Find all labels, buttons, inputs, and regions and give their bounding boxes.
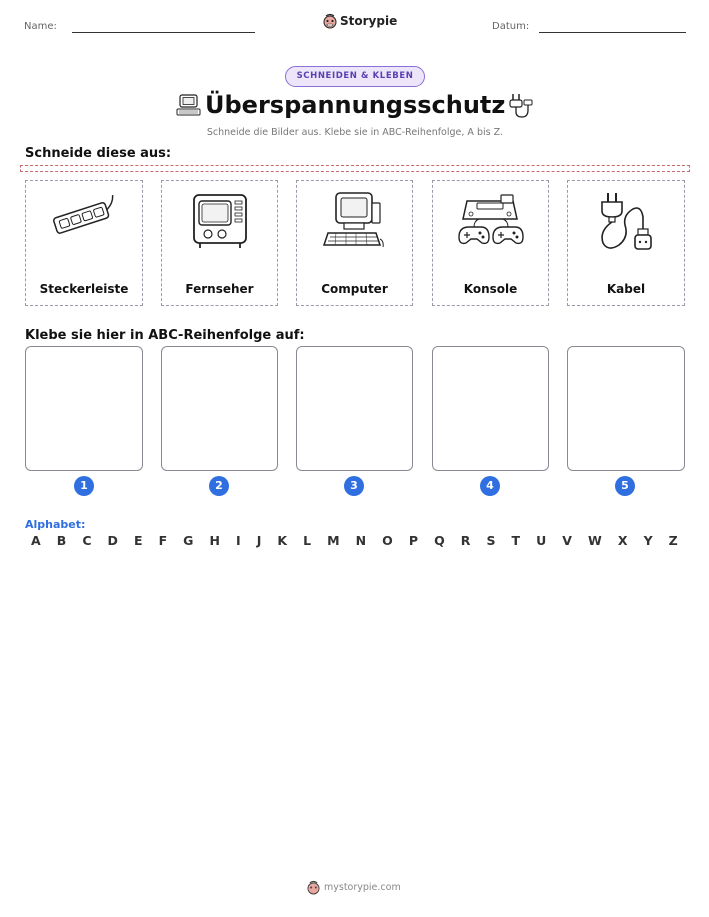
paste-slot-4[interactable] (432, 346, 549, 471)
alphabet-letter: S (486, 533, 496, 548)
alphabet-letter: I (236, 533, 241, 548)
alphabet-letter: A (31, 533, 41, 548)
alphabet-letter: U (536, 533, 547, 548)
alphabet-letter: Q (434, 533, 445, 548)
cut-label: Steckerleiste (39, 282, 129, 296)
paste-section-heading: Klebe sie hier in ABC-Reihenfolge auf: (25, 328, 305, 343)
name-label: Name: (24, 21, 57, 32)
logo-text: Storypie (340, 14, 398, 28)
alphabet-letter: N (355, 533, 367, 548)
cut-section-heading: Schneide diese aus: (25, 146, 172, 161)
activity-badge: SCHNEIDEN & KLEBEN (285, 66, 425, 87)
slot-number-2: 2 (209, 476, 229, 496)
cut-card-steckerleiste[interactable] (25, 180, 143, 306)
alphabet-letter: R (460, 533, 471, 548)
paste-slot-1[interactable] (25, 346, 143, 471)
paste-slot-5[interactable] (567, 346, 685, 471)
alphabet-letter: H (209, 533, 220, 548)
cut-line (20, 165, 690, 172)
power-strip-icon (44, 189, 124, 245)
alphabet-letter: C (82, 533, 92, 548)
paste-slot-3[interactable] (296, 346, 413, 471)
alphabet-letter: Y (643, 533, 653, 548)
alphabet-letter: B (56, 533, 67, 548)
alphabet-letter: O (382, 533, 393, 548)
cut-label: Kabel (606, 282, 646, 296)
slot-number-1: 1 (74, 476, 94, 496)
cut-card-fernseher[interactable] (161, 180, 278, 306)
storypie-mascot-icon (323, 13, 337, 29)
alphabet-letter: D (107, 533, 118, 548)
alphabet-letter: Z (668, 533, 678, 548)
television-icon (188, 189, 252, 253)
slot-number-4: 4 (480, 476, 500, 496)
alphabet-letter: L (303, 533, 312, 548)
instructions: Schneide die Bilder aus. Klebe sie in ABC-Reihenfolge, A bis Z. (206, 127, 504, 138)
footer (307, 880, 401, 895)
name-line[interactable] (72, 32, 255, 33)
alphabet-letter: J (256, 533, 262, 548)
computer-icon (322, 189, 388, 255)
alphabet-heading: Alphabet: (25, 518, 86, 531)
cut-card-kabel[interactable] (567, 180, 685, 306)
game-console-icon (455, 189, 527, 255)
plug-small-icon (507, 92, 533, 120)
alphabet-letter: K (277, 533, 288, 548)
slot-number-5: 5 (615, 476, 635, 496)
alphabet-row (31, 533, 678, 548)
cut-label: Fernseher (185, 282, 254, 296)
paste-slot-2[interactable] (161, 346, 278, 471)
power-cable-icon (595, 189, 657, 255)
alphabet-letter: W (588, 533, 602, 548)
storypie-logo (323, 13, 397, 29)
cut-card-konsole[interactable] (432, 180, 549, 306)
alphabet-letter: M (327, 533, 340, 548)
alphabet-letter: T (511, 533, 521, 548)
alphabet-letter: V (562, 533, 572, 548)
alphabet-letter: E (133, 533, 143, 548)
storypie-mascot-icon (307, 880, 320, 895)
alphabet-letter: P (408, 533, 419, 548)
cut-label: Konsole (463, 282, 518, 296)
date-line[interactable] (539, 32, 686, 33)
page-title: Überspannungsschutz (205, 91, 506, 119)
alphabet-letter: G (183, 533, 194, 548)
computer-small-icon (175, 93, 203, 119)
cut-card-computer[interactable] (296, 180, 413, 306)
date-label: Datum: (492, 21, 530, 32)
footer-site[interactable]: mystorypie.com (324, 882, 401, 893)
alphabet-letter: X (617, 533, 628, 548)
slot-number-3: 3 (344, 476, 364, 496)
alphabet-letter: F (158, 533, 168, 548)
cut-label: Computer (321, 282, 388, 296)
